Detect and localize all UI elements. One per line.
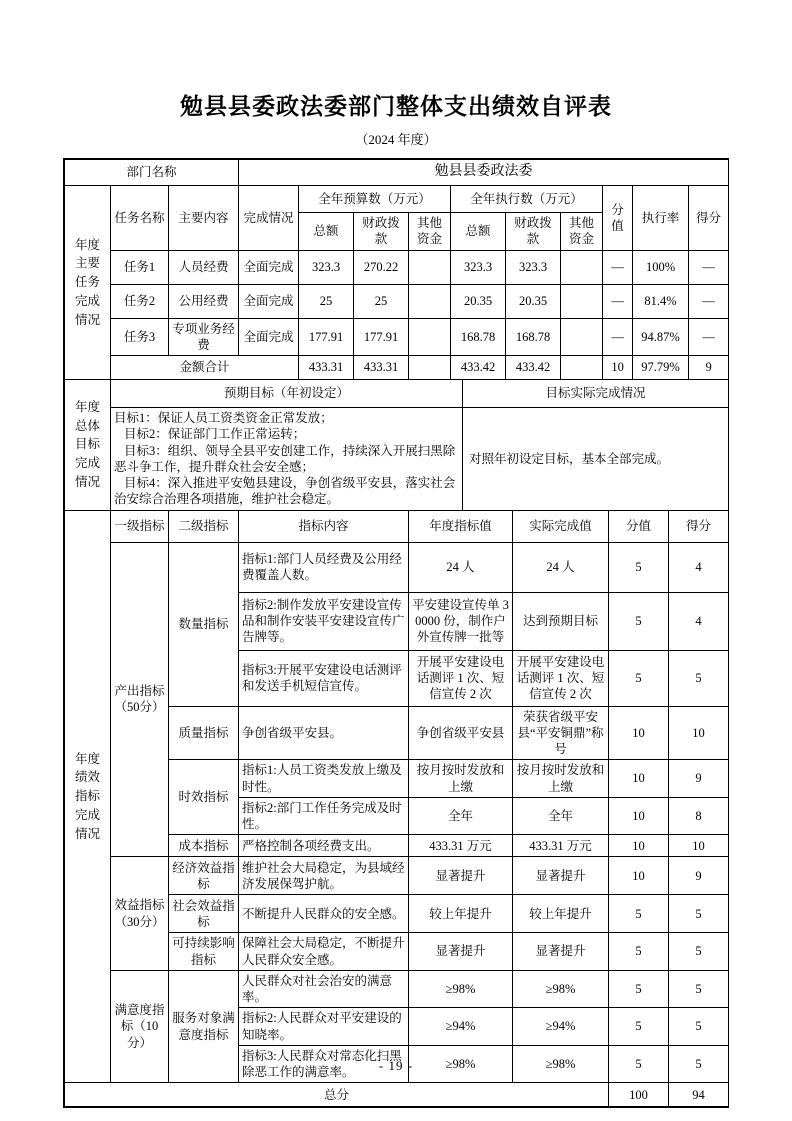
cell-ind9-score: 5 xyxy=(669,895,729,933)
subgroup-economic: 经济效益指标 xyxy=(169,857,239,895)
subgroup-service: 服务对象满意度指标 xyxy=(169,970,239,1083)
th-budget-other: 其他资金 xyxy=(409,213,451,251)
indicator-row xyxy=(65,542,729,592)
page-number: - 19 - xyxy=(378,1058,414,1073)
cell-ind8-actual: 显著提升 xyxy=(513,857,609,895)
th-actual-value: 实际完成值 xyxy=(513,510,609,542)
indicators-section-label xyxy=(65,510,111,1083)
cell-task1-budget-fiscal: 270.22 xyxy=(354,250,409,284)
cell-ind2-points: 5 xyxy=(609,592,669,650)
goal-line-2: 目标2：保证部门工作正常运转； xyxy=(124,427,306,442)
cell-task2-name: 任务2 xyxy=(111,284,169,318)
th-budget-group: 全年预算数（万元） xyxy=(299,186,451,213)
cell-task1-rate: 100% xyxy=(633,250,689,284)
indicators-table xyxy=(64,510,729,1108)
cell-ind2-content: 指标2:制作发放平安建设宣传品和制作安装平安建设宣传广告牌等。 xyxy=(239,592,409,650)
department-value: 勉县县委政法委 xyxy=(239,160,729,186)
cell-ind5-content: 指标1:人员工资类发放上缴及时性。 xyxy=(239,760,409,798)
subgroup-quality: 质量指标 xyxy=(169,706,239,760)
evaluation-table xyxy=(63,158,729,1108)
cell-ind13-points: 5 xyxy=(609,1045,669,1083)
tasks-section-label xyxy=(65,186,111,380)
goal-line-4: 目标4：深入推进平安勉县建设，争创省级平安县，落实社会治安综合治理各项措施，维护社会稳定。 xyxy=(114,476,456,507)
th-actual-goals: 目标实际完成情况 xyxy=(463,380,729,408)
cell-task3-content: 专项业务经费 xyxy=(169,318,239,356)
cell-ind10-actual: 显著提升 xyxy=(513,933,609,971)
cell-task3-points: — xyxy=(603,318,633,356)
cell-task1-completion: 全面完成 xyxy=(239,250,299,284)
cell-ind1-score: 4 xyxy=(669,542,729,592)
cell-ind12-score: 5 xyxy=(669,1008,729,1046)
th-ind-score: 得分 xyxy=(669,510,729,542)
cell-ind10-score: 5 xyxy=(669,933,729,971)
th-exec-fiscal: 财政拨款 xyxy=(506,213,561,251)
cell-total-score: 9 xyxy=(689,356,729,380)
page-subtitle: （2024 年度） xyxy=(355,132,437,147)
cell-expected-goals xyxy=(111,408,463,511)
group-satisfaction: 满意度指标（10分） xyxy=(111,970,169,1083)
grand-total-row xyxy=(65,1083,729,1107)
subgroup-cost: 成本指标 xyxy=(169,835,239,857)
th-completion: 完成情况 xyxy=(239,186,299,251)
cell-ind3-score: 5 xyxy=(669,650,729,706)
tasks-section-label-text: 年度主要任务完成情况 xyxy=(75,237,101,327)
cell-task3-score: — xyxy=(689,318,729,356)
cell-total-budget-fiscal: 433.31 xyxy=(354,356,409,380)
cell-task3-budget-other xyxy=(409,318,451,356)
th-level2: 二级指标 xyxy=(169,510,239,542)
goal-line-3: 目标3：组织、领导全县平安创建工作，持续深入开展扫黑除恶斗争工作，提升群众社会安全感； xyxy=(114,443,456,474)
cell-ind6-actual: 全年 xyxy=(513,797,609,835)
page-title: 勉县县委政法委部门整体支出绩效自评表 xyxy=(180,94,612,119)
goal-line-1: 目标1：保证人员工资类资金正常发放； xyxy=(114,411,333,425)
group-benefit: 效益指标（30分） xyxy=(111,857,169,971)
th-task-name: 任务名称 xyxy=(111,186,169,251)
subgroup-timeliness: 时效指标 xyxy=(169,760,239,835)
cell-ind2-annual: 平安建设宣传单 30000 份，制作户外宣传牌一批等 xyxy=(409,592,513,650)
cell-grand-total-label: 总分 xyxy=(65,1083,609,1107)
cell-task1-exec-fiscal: 323.3 xyxy=(506,250,561,284)
cell-ind7-annual: 433.31 万元 xyxy=(409,835,513,857)
cell-ind2-score: 4 xyxy=(669,592,729,650)
cell-task1-score: — xyxy=(689,250,729,284)
cell-ind5-score: 9 xyxy=(669,760,729,798)
cell-task1-points: — xyxy=(603,250,633,284)
cell-ind11-content: 人民群众对社会治安的满意率。 xyxy=(239,970,409,1008)
th-exec-other: 其他资金 xyxy=(561,213,603,251)
cell-ind9-actual: 较上年提升 xyxy=(513,895,609,933)
th-annual-value: 年度指标值 xyxy=(409,510,513,542)
cell-total-exec-total: 433.42 xyxy=(451,356,506,380)
cell-task1-name: 任务1 xyxy=(111,250,169,284)
th-ind-points: 分值 xyxy=(609,510,669,542)
cell-ind8-points: 10 xyxy=(609,857,669,895)
cell-ind3-points: 5 xyxy=(609,650,669,706)
cell-task2-content: 公用经费 xyxy=(169,284,239,318)
group-output: 产出指标（50分） xyxy=(111,542,169,857)
subgroup-sustain: 可持续影响指标 xyxy=(169,933,239,971)
cell-ind4-actual: 荣获省级平安县“平安铜鼎”称号 xyxy=(513,706,609,760)
cell-ind3-content: 指标3:开展平安建设电话测评和发送手机短信宣传。 xyxy=(239,650,409,706)
department-table xyxy=(64,159,729,186)
cell-ind11-points: 5 xyxy=(609,970,669,1008)
cell-ind8-content: 维护社会大局稳定，为县域经济发展保驾护航。 xyxy=(239,857,409,895)
goals-section-label-text: 年度总体目标完成情况 xyxy=(75,399,101,489)
cell-ind7-points: 10 xyxy=(609,835,669,857)
cell-ind5-annual: 按月按时发放和上缴 xyxy=(409,760,513,798)
cell-task2-rate: 81.4% xyxy=(633,284,689,318)
cell-ind7-actual: 433.31 万元 xyxy=(513,835,609,857)
cell-grand-total-points: 100 xyxy=(609,1083,669,1107)
department-label: 部门名称 xyxy=(65,160,239,186)
cell-task1-exec-total: 323.3 xyxy=(451,250,506,284)
cell-ind6-score: 8 xyxy=(669,797,729,835)
task-row-2 xyxy=(65,284,729,318)
cell-ind4-content: 争创省级平安县。 xyxy=(239,706,409,760)
th-main-content: 主要内容 xyxy=(169,186,239,251)
cell-ind10-annual: 显著提升 xyxy=(409,933,513,971)
cell-ind6-content: 指标2:部门工作任务完成及时性。 xyxy=(239,797,409,835)
cell-ind4-annual: 争创省级平安县 xyxy=(409,706,513,760)
cell-task3-exec-other xyxy=(561,318,603,356)
cell-ind5-points: 10 xyxy=(609,760,669,798)
cell-task2-exec-total: 20.35 xyxy=(451,284,506,318)
cell-ind3-annual: 开展平安建设电话测评 1 次、短信宣传 2 次 xyxy=(409,650,513,706)
tasks-table xyxy=(64,185,729,380)
cell-task3-exec-total: 168.78 xyxy=(451,318,506,356)
cell-ind4-score: 10 xyxy=(669,706,729,760)
th-indicator-content: 指标内容 xyxy=(239,510,409,542)
cell-ind12-content: 指标2:人民群众对平安建设的知晓率。 xyxy=(239,1008,409,1046)
th-expected-goals: 预期目标（年初设定） xyxy=(111,380,463,408)
cell-task2-budget-fiscal: 25 xyxy=(354,284,409,318)
cell-task3-budget-total: 177.91 xyxy=(299,318,354,356)
cell-ind11-score: 5 xyxy=(669,970,729,1008)
cell-ind2-actual: 达到预期目标 xyxy=(513,592,609,650)
goals-table xyxy=(64,379,729,511)
cell-task2-exec-other xyxy=(561,284,603,318)
cell-grand-total-score: 94 xyxy=(669,1083,729,1107)
cell-ind8-annual: 显著提升 xyxy=(409,857,513,895)
cell-ind3-actual: 开展平安建设电话测评 1 次、短信宣传 2 次 xyxy=(513,650,609,706)
cell-ind8-score: 9 xyxy=(669,857,729,895)
cell-ind9-points: 5 xyxy=(609,895,669,933)
tasks-total-row xyxy=(65,356,729,380)
cell-ind1-annual: 24 人 xyxy=(409,542,513,592)
cell-ind1-content: 指标1:部门人员经费及公用经费覆盖人数。 xyxy=(239,542,409,592)
indicators-section-label-text: 年度绩效指标完成情况 xyxy=(75,751,101,841)
cell-ind10-points: 5 xyxy=(609,933,669,971)
th-exec-total: 总额 xyxy=(451,213,506,251)
cell-task1-content: 人员经费 xyxy=(169,250,239,284)
cell-ind11-annual: ≥98% xyxy=(409,970,513,1008)
th-budget-total: 总额 xyxy=(299,213,354,251)
cell-ind1-actual: 24 人 xyxy=(513,542,609,592)
goals-section-label xyxy=(65,380,111,511)
cell-total-exec-fiscal: 433.42 xyxy=(506,356,561,380)
cell-ind9-content: 不断提升人民群众的安全感。 xyxy=(239,895,409,933)
cell-task2-budget-other xyxy=(409,284,451,318)
cell-task3-completion: 全面完成 xyxy=(239,318,299,356)
cell-task3-name: 任务3 xyxy=(111,318,169,356)
cell-task1-budget-other xyxy=(409,250,451,284)
cell-ind6-points: 10 xyxy=(609,797,669,835)
cell-total-exec-other xyxy=(561,356,603,380)
cell-ind13-score: 5 xyxy=(669,1045,729,1083)
th-exec-group: 全年执行数（万元） xyxy=(451,186,603,213)
cell-ind6-annual: 全年 xyxy=(409,797,513,835)
cell-total-rate: 97.79% xyxy=(633,356,689,380)
cell-ind12-actual: ≥94% xyxy=(513,1008,609,1046)
task-row-1 xyxy=(65,250,729,284)
cell-ind1-points: 5 xyxy=(609,542,669,592)
cell-task1-budget-total: 323.3 xyxy=(299,250,354,284)
cell-total-points: 10 xyxy=(603,356,633,380)
cell-task2-points: — xyxy=(603,284,633,318)
th-rate: 执行率 xyxy=(633,186,689,251)
indicator-row xyxy=(65,970,729,1008)
th-level1: 一级指标 xyxy=(111,510,169,542)
cell-ind13-content: 指标3:人民群众对常态化扫黑除恶工作的满意率。 xyxy=(239,1045,409,1083)
cell-task1-exec-other xyxy=(561,250,603,284)
subgroup-social: 社会效益指标 xyxy=(169,895,239,933)
cell-ind5-actual: 按月按时发放和上缴 xyxy=(513,760,609,798)
cell-task3-budget-fiscal: 177.91 xyxy=(354,318,409,356)
cell-ind4-points: 10 xyxy=(609,706,669,760)
th-budget-fiscal: 财政拨款 xyxy=(354,213,409,251)
cell-total-budget-other xyxy=(409,356,451,380)
cell-task3-exec-fiscal: 168.78 xyxy=(506,318,561,356)
cell-task3-rate: 94.87% xyxy=(633,318,689,356)
task-row-3 xyxy=(65,318,729,356)
cell-ind13-annual: ≥98% xyxy=(409,1045,513,1083)
cell-ind12-points: 5 xyxy=(609,1008,669,1046)
cell-ind12-annual: ≥94% xyxy=(409,1008,513,1046)
cell-ind13-actual: ≥98% xyxy=(513,1045,609,1083)
th-score: 得分 xyxy=(689,186,729,251)
subgroup-quantity: 数量指标 xyxy=(169,542,239,706)
cell-ind9-annual: 较上年提升 xyxy=(409,895,513,933)
cell-ind11-actual: ≥98% xyxy=(513,970,609,1008)
cell-actual-goals: 对照年初设定目标，基本全部完成。 xyxy=(463,408,729,511)
cell-task2-exec-fiscal: 20.35 xyxy=(506,284,561,318)
cell-total-label: 金额合计 xyxy=(111,356,299,380)
cell-task2-completion: 全面完成 xyxy=(239,284,299,318)
indicator-row xyxy=(65,857,729,895)
cell-ind10-content: 保障社会大局稳定，不断提升人民群众安全感。 xyxy=(239,933,409,971)
cell-ind7-content: 严格控制各项经费支出。 xyxy=(239,835,409,857)
cell-total-budget-total: 433.31 xyxy=(299,356,354,380)
cell-ind7-score: 10 xyxy=(669,835,729,857)
cell-task2-budget-total: 25 xyxy=(299,284,354,318)
cell-task2-score: — xyxy=(689,284,729,318)
th-points: 分值 xyxy=(603,186,633,251)
